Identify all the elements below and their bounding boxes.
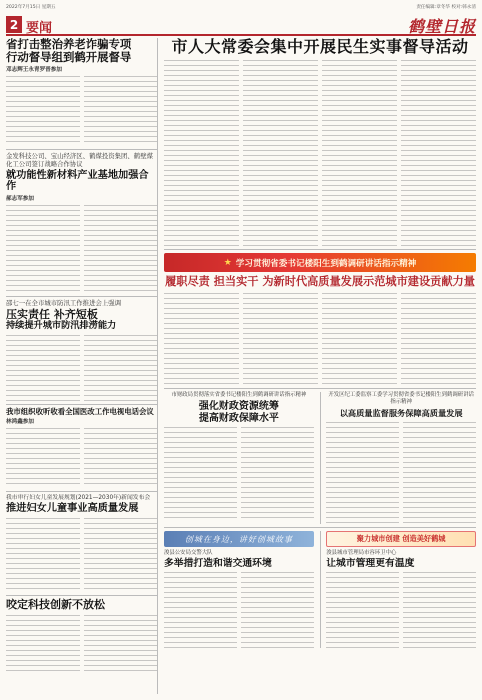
body-text <box>84 76 158 146</box>
body-text <box>84 615 158 673</box>
body-text <box>84 518 158 592</box>
body-text <box>401 60 476 246</box>
creation-banner <box>326 531 476 547</box>
article-byline: 林鸿鑫参加 <box>6 419 34 426</box>
lead-article <box>164 38 476 250</box>
supervision-article <box>326 392 476 524</box>
topic-banner <box>164 253 476 272</box>
body-text <box>326 572 399 648</box>
body-text <box>6 76 80 146</box>
body-text <box>6 615 80 673</box>
right-column <box>164 38 476 694</box>
star-icon: ★ <box>223 257 232 268</box>
article-cooperation <box>6 153 157 297</box>
body-text <box>164 427 237 519</box>
article-title: 就功能性新材料产业基地加强合作 <box>6 169 149 193</box>
body-text <box>243 293 318 385</box>
article-title: 压实责任 补齐短板 <box>6 307 98 321</box>
editor-credits: 责任编辑:章冬华 校对:韩永清 <box>416 5 476 10</box>
article-title: 多举措打造和谐交通环境 <box>164 557 272 569</box>
article-subtitle: 持续提升城市防汛排涝能力 <box>6 320 117 332</box>
newspaper-logo: 鹤壁日报 <box>407 17 476 36</box>
body-text <box>403 422 476 524</box>
body-text <box>164 293 239 385</box>
article-title: 我市组织收听收看全国医改工作电视电话会议 <box>6 406 154 416</box>
sub-articles <box>164 392 476 528</box>
bottom-section <box>164 531 476 648</box>
body-text <box>84 428 158 488</box>
article-title-line2: 行动督导组到鹤开展督导 <box>6 50 132 65</box>
article-title: 咬定科技创新不放松 <box>6 598 105 612</box>
article-women-children <box>6 495 157 596</box>
article-flood-control <box>6 300 157 405</box>
column-divider <box>320 392 321 524</box>
body-text <box>403 572 476 648</box>
left-column <box>6 38 158 694</box>
article-title: 强化财政资源统筹 <box>198 401 279 413</box>
article-title: 推进妇女儿童事业高质量发展 <box>6 503 139 515</box>
article-innovation <box>6 599 157 673</box>
issue-date: 2022年7月15日 星期五 <box>6 5 56 10</box>
top-info-bar <box>0 0 482 14</box>
finance-article <box>164 392 314 524</box>
article-byline: 邓志辉王永青罗晋参加 <box>6 67 62 74</box>
article-title: 让城市管理更有温度 <box>326 557 415 569</box>
body-text <box>6 518 80 592</box>
article-title-line2: 提高财政保障水平 <box>198 412 279 424</box>
body-text <box>6 205 80 293</box>
body-text <box>6 335 80 401</box>
urban-management-article <box>326 531 476 648</box>
body-text <box>241 427 314 519</box>
article-medical-reform <box>6 408 157 493</box>
body-text <box>6 428 80 488</box>
body-text <box>326 422 399 524</box>
article-pretitle: 金发科技公司、宝山经济区、鹤煤投资集团、鹤壁煤化工公司签订战略合作协议 <box>6 152 153 168</box>
body-text <box>164 60 239 246</box>
feature-title: 履职尽责 担当实干 为新时代高质量发展示范城市建设贡献力量 <box>165 275 475 289</box>
lead-title: 市人大常委会集中开展民生实事督导活动 <box>171 37 469 56</box>
page-number: 2 <box>6 16 22 33</box>
body-text <box>243 60 318 246</box>
article-pretitle: 浚县城市管理局市容环卫中心 <box>326 550 397 557</box>
body-text <box>322 293 397 385</box>
body-text <box>164 572 237 648</box>
body-text <box>84 205 158 293</box>
banner-text: 创城在身边，讲好创城故事 <box>184 534 293 544</box>
article-anti-fraud <box>6 38 157 150</box>
article-pretitle: 我市审行妇女儿童发展规划(2021—2030年)新闻发布会 <box>6 495 151 502</box>
article-pretitle: 市财政局贯彻落实省委书记楼阳生到鹤调研讲话指示精神 <box>171 392 307 399</box>
body-text <box>322 60 397 246</box>
banner-text: 聚力城市创建 创造美好鹤城 <box>356 534 446 544</box>
article-title: 以高质量监督服务保障高质量发展 <box>339 407 463 418</box>
body-text <box>401 293 476 385</box>
body-text <box>84 335 158 401</box>
article-title: 省打击整治养老诈骗专项 <box>6 37 132 51</box>
city-banner <box>164 531 314 547</box>
page-masthead <box>6 14 476 36</box>
article-pretitle: 邵七一在全市城市防汛工作推进会上强调 <box>6 299 122 308</box>
section-title: 要闻 <box>26 21 53 36</box>
banner-text: 学习贯彻省委书记楼阳生到鹤调研讲话指示精神 <box>235 258 417 269</box>
body-text <box>241 572 314 648</box>
article-pretitle: 浚县公安局交警大队 <box>164 550 213 557</box>
traffic-article <box>164 531 314 648</box>
article-byline: 郝志军参加 <box>6 196 34 203</box>
column-divider <box>320 531 321 648</box>
article-pretitle: 开发区纪工委监察工委学习贯彻省委书记楼阳生到鹤调研讲话指示精神 <box>328 392 474 406</box>
feature-article <box>164 276 476 389</box>
